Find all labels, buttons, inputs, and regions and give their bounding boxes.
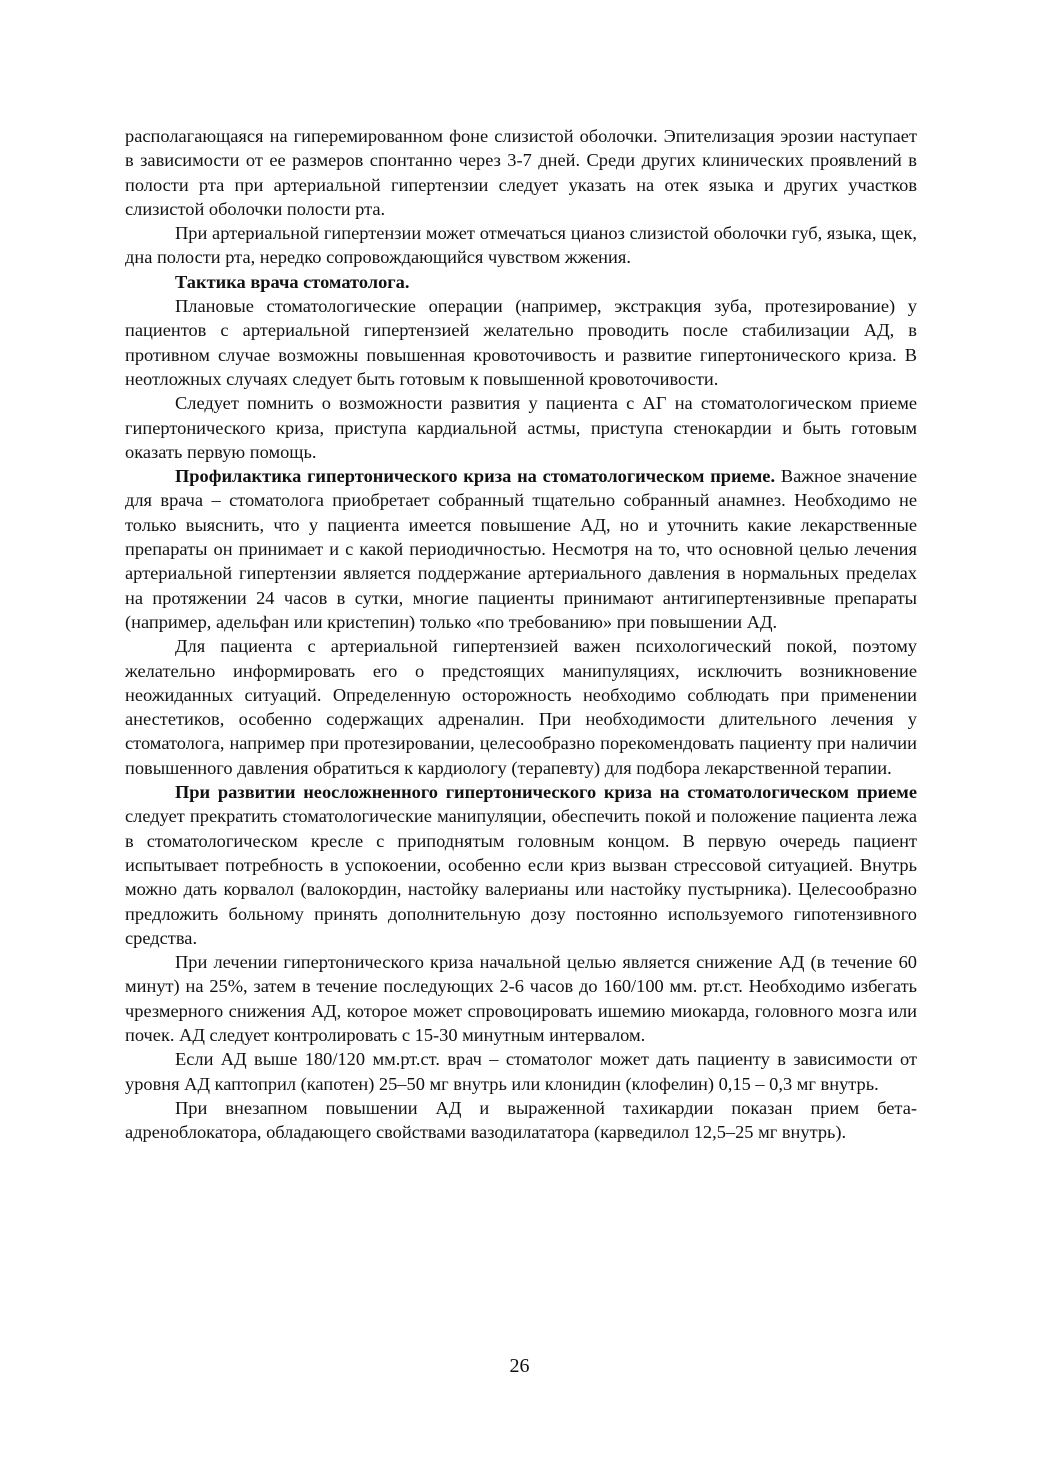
paragraph-6 <box>125 464 917 634</box>
section-heading-dentist-tactics: Тактика врача стоматолога. <box>175 271 410 292</box>
paragraph-8-bold-lead: При развитии неосложненного гипертонического криза на стоматологическом приеме <box>175 782 917 803</box>
document-body <box>125 124 917 1144</box>
paragraph-7: Для пациента с артериальной гипертензией важен психологический покой, поэтому желательно информировать его о предстоящих манипуляциях, исключить возникновение неожиданных ситуаций. Определенную осторожность необходимо соблюдать при применении анестетиков, особенно содержащих адреналин. При необходимости длительного лечения у стоматолога, например при протезировании, целесообразно порекомендовать пациенту при наличии повышенного давления обратиться к кардиологу (терапевту) для подбора лекарственной терапии. <box>125 636 917 778</box>
paragraph-1: располагающаяся на гиперемированном фоне слизистой оболочки. Эпителизация эрозии наступает в зависимости от ее размеров спонтанно через 3-7 дней. Среди других клинических проявлений в полости рта при артериальной гипертензии следует указать на отек языка и других участков слизистой оболочки полости рта. <box>125 126 917 219</box>
page-number: 26 <box>509 1355 530 1377</box>
paragraph-4: Плановые стоматологические операции (например, экстракция зуба, протезирование) у пациентов с артериальной гипертензией желательно проводить после стабилизации АД, в противном случае возможны повышенная кровоточивость и развитие гипертонического криза. В неотложных случаях следует быть готовым к повышенной кровоточивости. <box>125 296 917 389</box>
paragraph-8-text: следует прекратить стоматологические манипуляции, обеспечить покой и положение пациента лежа в стоматологическом кресле с приподнятым головным концом. В первую очередь пациент испытывает потребность в успокоении, особенно если криз вызван стрессовой ситуацией. Внутрь можно дать корвалол (валокордин, настойку валерианы или настойку пустырника). Целесообразно предложить больному принять дополнительную дозу постоянно используемого гипотензивного средства. <box>125 806 917 948</box>
paragraph-11: При внезапном повышении АД и выраженной тахикардии показан прием бета-адреноблокатора, обладающего свойствами вазодилататора (карведилол 12,5–25 мг внутрь). <box>125 1097 917 1143</box>
paragraph-2: При артериальной гипертензии может отмечаться цианоз слизистой оболочки губ, языка, щек, дна полости рта, нередко сопровождающийся чувством жжения. <box>125 223 917 268</box>
paragraph-6-bold-lead: Профилактика гипертонического криза на стоматологическом приеме. <box>175 466 776 487</box>
paragraph-6-text: Важное значение для врача – стоматолога приобретает собранный тщательно собранный анамнез. Необходимо не только выяснить, что у пациента имеется повышение АД, но и уточнить какие лекарственные препараты он принимает и с какой периодичностью. Несмотря на то, что основной целью лечения артериальной гипертензии является поддержание артериального давления в нормальных пределах на протяжении 24 часов в сутки, многие пациенты принимают антигипертензивные препараты (например, адельфан или кристепин) только «по требованию» при повышении АД. <box>125 466 917 632</box>
paragraph-8 <box>125 780 917 950</box>
paragraph-9: При лечении гипертонического криза начальной целью является снижение АД (в течение 60 минут) на 25%, затем в течение последующих 2-6 часов до 160/100 мм. рт.ст. Необходимо избегать чрезмерного снижения АД, которое может спровоцировать ишемию миокарда, головного мозга или почек. АД следует контролировать с 15-30 минутным интервалом. <box>125 952 917 1045</box>
paragraph-5: Следует помнить о возможности развития у пациента с АГ на стоматологическом приеме гипертонического криза, приступа кардиальной астмы, приступа стенокардии и быть готовым оказать первую помощь. <box>125 393 917 462</box>
paragraph-10: Если АД выше 180/120 мм.рт.ст. врач – стоматолог может дать пациенту в зависимости от уровня АД каптоприл (капотен) 25–50 мг внутрь или клонидин (клофелин) 0,15 – 0,3 мг внутрь. <box>125 1049 917 1094</box>
